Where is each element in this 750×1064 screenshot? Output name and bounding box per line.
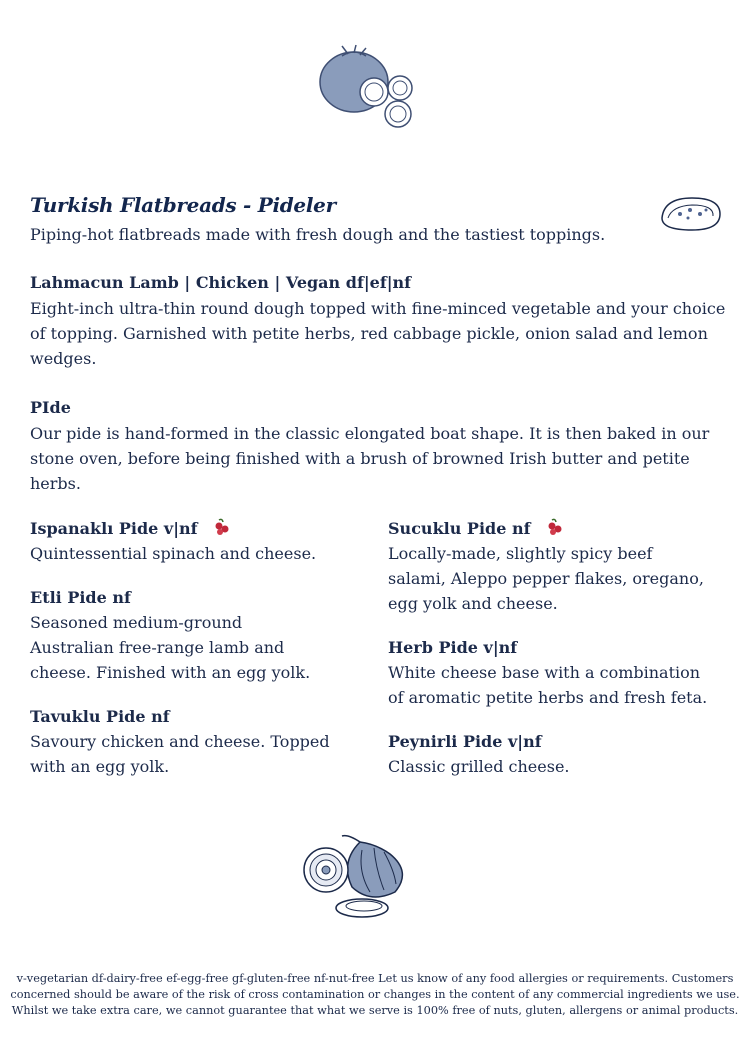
item-name: Peynirli Pide v|nf [388, 732, 542, 751]
page-title: Turkish Flatbreads - Pideler [30, 193, 336, 217]
flatbread-illustration-icon [658, 190, 724, 236]
item-description: White cheese base with a combination of aromatic petite herbs and fresh feta. [388, 663, 708, 707]
item-name: Tavuklu Pide nf [30, 707, 170, 726]
menu-item [388, 730, 718, 779]
page-tagline: Piping-hot flatbreads made with fresh dough and the tastiest toppings. [30, 225, 606, 244]
allergen-footer [8, 971, 742, 1019]
chili-icon [546, 518, 564, 536]
footer-line: Whilst we take extra care, we cannot guarantee that what we serve is 100% free of nuts, gluten, allergens or animal products. [11, 1004, 739, 1017]
item-name: Ispanaklı Pide v|nf [30, 519, 198, 538]
lahmacun-title: Lahmacun Lamb | Chicken | Vegan df|ef|nf [30, 273, 412, 292]
item-name: Sucuklu Pide nf [388, 519, 531, 538]
menu-item [388, 517, 718, 616]
item-description: Classic grilled cheese. [388, 757, 570, 776]
item-description: Savoury chicken and cheese. Topped with an egg yolk. [30, 732, 330, 776]
lahmacun-description: Eight-inch ultra-thin round dough topped with fine-minced vegetable and your choice of topping. Garnished with petite herbs, red cabbage pickle, onion salad and lemon wedges. [30, 299, 726, 368]
menu-column-right [388, 517, 718, 779]
menu-item [30, 517, 360, 566]
pide-description: Our pide is hand-formed in the classic elongated boat shape. It is then baked in our stone oven, before being finished with a brush of browned Irish butter and petite herbs. [30, 424, 710, 493]
item-name: Herb Pide v|nf [388, 638, 518, 657]
menu-item [30, 705, 360, 779]
footer-line: concerned should be aware of the risk of cross contamination or changes in the content of any commercial ingredients we use. [10, 988, 740, 1001]
item-description: Quintessential spinach and cheese. [30, 544, 317, 563]
onion-illustration-icon [300, 832, 430, 922]
item-description: Locally-made, slightly spicy beef salami, Aleppo pepper flakes, oregano, egg yolk and cheese. [388, 544, 704, 613]
item-description: Seasoned medium-ground Australian free-range lamb and cheese. Finished with an egg yolk. [30, 613, 311, 682]
chili-icon [213, 518, 231, 536]
footer-line: v-vegetarian df-dairy-free ef-egg-free gf-gluten-free nf-nut-free Let us know of any food allergies or requirements. Customers [16, 972, 734, 985]
menu-item [388, 636, 718, 710]
tomato-illustration-icon [312, 44, 422, 132]
menu-item [30, 586, 360, 685]
item-name: Etli Pide nf [30, 588, 131, 607]
pide-title: PIde [30, 398, 71, 417]
menu-column-left [30, 517, 360, 779]
